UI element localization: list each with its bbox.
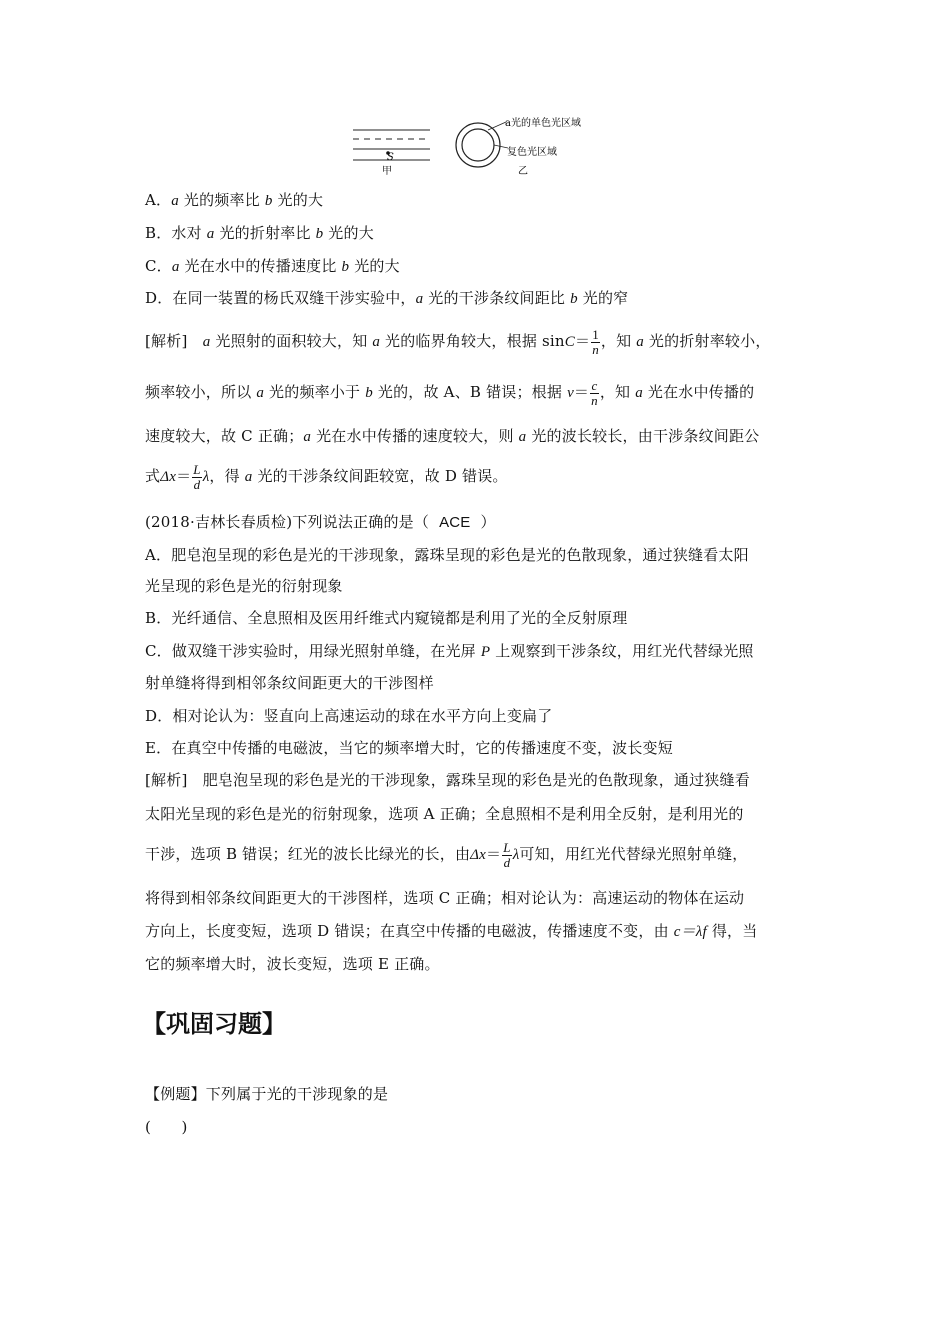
q2-option-a-line-1: A．肥皂泡呈现的彩色是光的干涉现象，露珠呈现的彩色是光的色散现象，通过狭缝看太阳 [145,546,749,564]
q2-analysis-line-4: 将得到相邻条纹间距更大的干涉图样，选项 C 正确；相对论认为：高速运动的物体在运动 [145,889,745,907]
q1-option-a: A．a 光的频率比 b 光的大 [145,191,324,209]
q2-analysis-line-6: 它的频率增大时，波长变短，选项 E 正确。 [145,955,440,973]
figure-diagram [348,112,598,182]
q1-analysis-line-3: 速度较大，故 C 正确；a 光在水中传播的速度较大，则 a 光的波长较长，由干涉条纹间距公 [145,427,760,445]
q1-analysis-line-1: [解析] a 光照射的面积较大，知 a 光的临界角较大，根据 sinC＝ $\frac{1}{n}$ ，知 a 光的折射率较小， [145,326,771,357]
figure-label-composite: 复色光区域 [507,147,557,158]
fraction-c-over-n: $\frac{c}{n}$ [591,377,598,408]
fraction-1-over-n: $\frac{1}{n}$ [592,326,599,357]
figure-label-monochrome: a光的单色光区域 [505,118,581,129]
q2-option-e: E．在真空中传播的电磁波，当它的频率增大时，它的传播速度不变，波长变短 [145,739,673,757]
q1-option-c: C．a 光在水中的传播速度比 b 光的大 [145,257,400,275]
q2-analysis-line-1: [解析] 肥皂泡呈现的彩色是光的干涉现象，露珠呈现的彩色是光的色散现象，通过狭缝看 [145,771,750,789]
q2-option-a-line-2: 光呈现的彩色是光的衍射现象 [145,577,343,595]
q1-option-d: D．在同一装置的杨氏双缝干涉实验中，a 光的干涉条纹间距比 b 光的窄 [145,289,629,307]
q1-analysis-line-4: 式Δx＝ $\frac{L}{d}$ λ，得 a 光的干涉条纹间距较宽，故 D 错误。 [145,461,508,492]
q2-analysis-line-3: 干涉，选项 B 错误；红光的波长比绿光的长，由Δx＝ $\frac{L}{d}$ λ可知，用红光代替绿光照射单缝， [145,839,748,870]
figure-right-caption: 乙 [518,166,528,177]
figure-left-caption: 甲 [382,166,392,177]
q2-option-d: D．相对论认为：竖直向上高速运动的球在水平方向上变扁了 [145,707,553,725]
q2-option-c-line-1: C．做双缝干涉实验时，用绿光照射单缝，在光屏 P 上观察到干涉条纹，用红光代替绿光照 [145,642,754,660]
figure-left-water-diagram [353,130,430,177]
q3-stem: 【例题】下列属于光的干涉现象的是 [145,1085,389,1103]
fraction-l-over-d: $\frac{L}{d}$ [193,461,201,492]
figure-source-label: S [387,152,394,163]
q2-option-c-line-2: 射单缝将得到相邻条纹间距更大的干涉图样 [145,674,434,692]
q2-option-b: B．光纤通信、全息照相及医用纤维式内窥镜都是利用了光的全反射原理 [145,609,628,627]
section-title: 【巩固习题】 [142,1010,286,1038]
q3-answer-blank: ( ) [145,1118,188,1136]
figure-right-circle-diagram [456,116,581,177]
fraction-l-over-d-2: $\frac{L}{d}$ [503,839,511,870]
q2-analysis-line-2: 太阳光呈现的彩色是光的衍射现象，选项 A 正确；全息照相不是利用全反射，是利用光的 [145,805,744,823]
q1-analysis-line-2: 频率较小，所以 a 光的频率小于 b 光的，故 A、B 错误；根据 v＝ $\frac{c}{n}$ ，知 a 光在水中传播的 [145,377,755,408]
q1-option-b: B．水对 a 光的折射率比 b 光的大 [145,224,374,242]
q2-answer: ACE [439,514,471,531]
q2-analysis-line-5: 方向上，长度变短，选项 D 错误；在真空中传播的电磁波，传播速度不变，由 c＝λf 得，当 [145,922,758,940]
q2-stem: (2018·吉林长春质检)下列说法正确的是（ ACE ） [145,513,496,531]
